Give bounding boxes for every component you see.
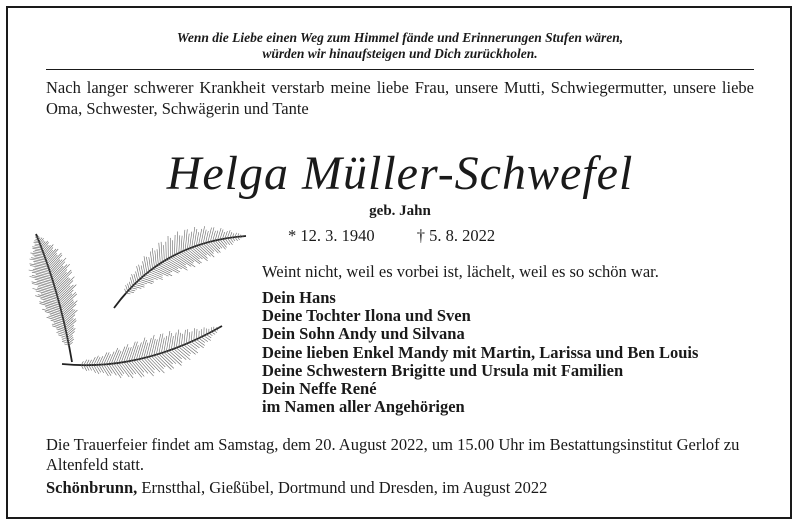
maiden-name: geb. Jahn [369, 203, 431, 219]
mourner-line: Dein Neffe René [262, 379, 377, 399]
funeral-info: Die Trauerfeier findet am Samstag, dem 20. August 2022, um 15.00 Uhr im Bestattungsinstitut Gerlof zu Altenfeld statt. [46, 435, 740, 474]
mourner-line: Dein Hans [262, 288, 336, 307]
place-rest: Ernstthal, Gießübel, Dortmund und Dresden, im August 2022 [137, 478, 548, 497]
motto [0, 30, 800, 62]
mourner-line: Deine Tochter Ilona und Sven [262, 306, 471, 326]
mourner-line: Deine Schwestern Brigitte und Ursula mit Familien [262, 360, 624, 380]
mourners-list [262, 289, 698, 416]
birth-date: * 12. 3. 1940 [288, 226, 375, 245]
feather-left-icon [29, 234, 78, 362]
place-town: Schönbrunn, [46, 478, 138, 497]
feathers-icon [22, 222, 252, 402]
death-date: † 5. 8. 2022 [416, 226, 496, 245]
intro-text: Nach langer schwerer Krankheit verstarb meine liebe Frau, unsere Mutti, Schwiegermutter, unsere liebe Oma, Schwester, Schwägerin und Tante [46, 78, 754, 118]
mourner-line: Dein Sohn Andy und Silvana [262, 324, 465, 344]
feather-top-icon [114, 226, 246, 308]
deceased-name: Helga Müller-Schwefel [166, 147, 634, 200]
mourner-line: Deine lieben Enkel Mandy mit Martin, Larissa und Ben Louis [262, 342, 699, 362]
place-date [46, 478, 754, 498]
motto-line-2: würden wir hinaufsteigen und Dich zurückholen. [262, 46, 538, 61]
motto-line-1: Wenn die Liebe einen Weg zum Himmel fände und Erinnerungen Stufen wären, [176, 30, 624, 45]
feather-bottom-icon [62, 326, 222, 378]
divider [46, 69, 754, 70]
quote: Weint nicht, weil es vorbei ist, lächelt, weil es so schön war. [262, 262, 659, 281]
mourner-line: im Namen aller Angehörigen [262, 397, 465, 417]
life-dates [288, 226, 495, 246]
